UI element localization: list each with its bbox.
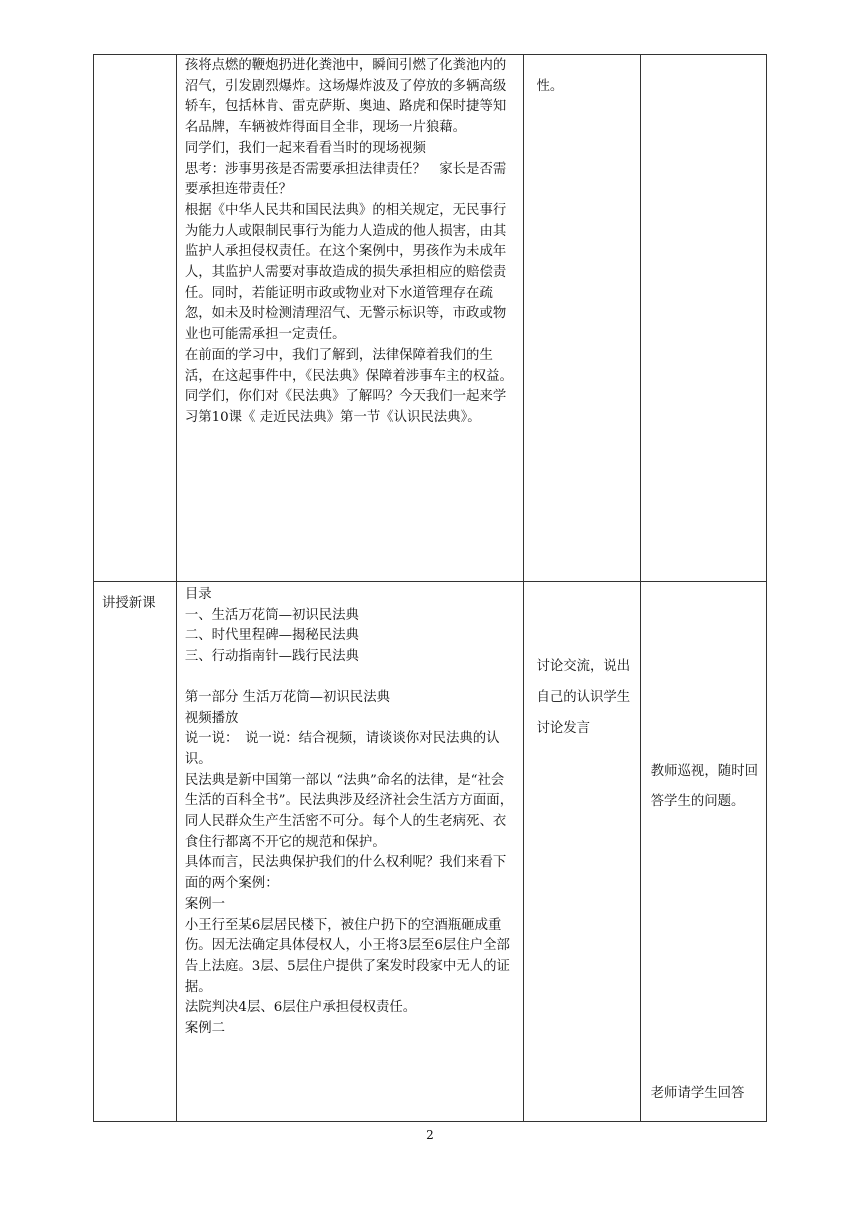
stage-label (94, 55, 176, 67)
content-cell (176, 55, 524, 582)
teacher-note-bottom: 老师请学生回答 (650, 1086, 745, 1101)
paragraph: 说一说： 说一说：结合视频，请谈谈你对民法典的认识。 (184, 731, 500, 767)
section-heading: 第一部分 生活万花筒—初识民法典 (184, 689, 390, 705)
notes-cell (640, 55, 766, 582)
paragraph: 根据《中华人民共和国民法典》的相关规定，无民事行为能力人或限制民事行为能力人造成的他人损害，由其监护人承担侵权责任。在这个案例中，男孩作为未成年人，其监护人需要对事故造成的损失承担相应的赔偿责任。同时，若能证明市政或物业对下水道管理存在疏忽，如未及时检测清理沼气、无警示标识等，市政或物业也可能需承担一定责任。 (184, 202, 507, 343)
case-heading: 案例二 (184, 1021, 226, 1037)
toc-item: 一、生活万花筒—初识民法典 (184, 607, 359, 623)
stage-label-cell (94, 582, 177, 1122)
page-number: 2 (426, 1128, 434, 1142)
paragraph: 在前面的学习中，我们了解到，法律保障着我们的生活，在这起事件中，《民法典》保障着涉事车主的权益。 (184, 347, 513, 384)
paragraph: 同学们，你们对《民法典》了解吗？今天我们一起来学习第10课《 走近民法典》第一节《认识民法典》。 (184, 389, 507, 425)
paragraph: 视频播放 (184, 710, 239, 726)
paragraph: 法院判决4层、6层住户承担侵权责任。 (184, 1000, 417, 1016)
content-text (177, 582, 524, 1040)
stage-label: 讲授新课 (102, 596, 156, 611)
toc-item: 二、时代里程碑—揭秘民法典 (184, 628, 359, 644)
paragraph: 孩将点燃的鞭炮扔进化粪池中，瞬间引燃了化粪池内的沼气，引发剧烈爆炸。这场爆炸波及了停放的多辆高级轿车，包括林肯、雷克萨斯、奥迪、路虎和保时捷等知名品牌，车辆被炸得面目全非，现场一片狼藉。 (184, 58, 507, 136)
lesson-plan-table (93, 54, 767, 1122)
toc-title: 目录 (184, 587, 212, 602)
case-heading: 案例一 (184, 896, 226, 912)
stage-label-cell (94, 55, 177, 582)
student-activity-text: 讨论交流，说出自己的认识学生讨论发言 (536, 659, 631, 736)
content-text (177, 55, 524, 429)
student-activity-cell (524, 582, 640, 1122)
notes-cell (640, 582, 766, 1122)
student-activity-text: 性。 (536, 79, 564, 94)
table-row (94, 55, 767, 582)
paragraph: 具体而言，民法典保护我们的什么权利呢？我们来看下面的两个案例： (184, 855, 507, 892)
paragraph: 思考：涉事男孩是否需要承担法律责任？ 家长是否需要承担连带责任？ (184, 161, 507, 198)
paragraph: 小王行至某6层居民楼下，被住户扔下的空酒瓶砸成重伤。因无法确定具体侵权人，小王将3层至6层住户全部告上法庭。3层、5层住户提供了案发时段家中无人的证据。 (184, 917, 510, 995)
paragraph: 同学们，我们一起来看看当时的现场视频 (184, 140, 426, 156)
teacher-note: 教师巡视，随时回答学生的问题。 (650, 764, 758, 809)
paragraph: 民法典是新中国第一部以 “法典”命名的法律，是“社会生活的百科全书”。民法典涉及经济社会生活方方面面，同人民群众生产生活密不可分。每个人的生老病死、衣食住行都离不开它的规范和保护。 (184, 772, 514, 850)
content-cell (176, 582, 524, 1122)
toc-item: 三、行动指南针—践行民法典 (184, 649, 359, 665)
student-activity-cell (524, 55, 640, 582)
table-row (94, 582, 767, 1122)
